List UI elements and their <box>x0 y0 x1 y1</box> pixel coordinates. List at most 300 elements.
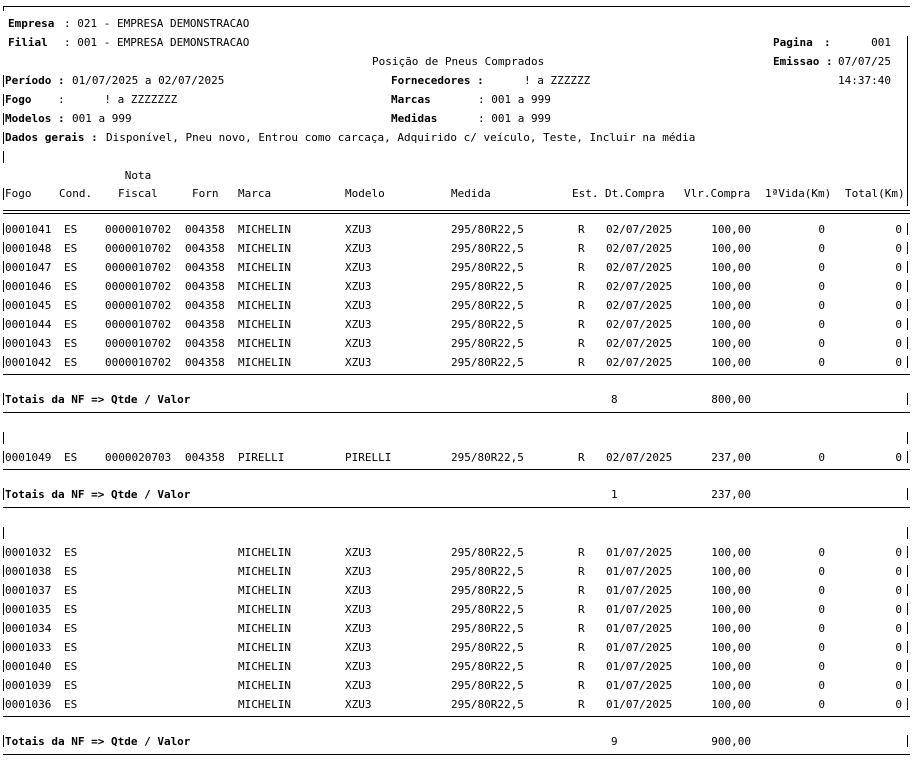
right-border <box>907 735 908 747</box>
cell-fogo: 0001041 <box>5 223 52 236</box>
cell-cond: ES <box>64 242 78 255</box>
right-border <box>907 356 908 368</box>
col-vida: 1ªVida(Km) <box>765 187 832 200</box>
cell-forn: 004358 <box>185 223 225 236</box>
cell-marca: MICHELIN <box>238 603 291 616</box>
right-border <box>907 546 908 558</box>
cell-modelo: XZU3 <box>345 622 372 635</box>
cell-total: 0 <box>895 622 902 635</box>
dados-gerais-label: Dados gerais : <box>5 131 98 144</box>
right-border <box>907 641 908 653</box>
cell-forn: 004358 <box>185 261 225 274</box>
filial-label: Filial <box>8 36 48 49</box>
right-border <box>907 622 908 634</box>
cell-est: R <box>578 679 585 692</box>
cell-nota: 0000010702 <box>105 242 172 255</box>
cell-vlr: 100,00 <box>711 299 751 312</box>
totals-valor: 800,00 <box>711 393 751 406</box>
totals-qtde: 8 <box>611 393 618 406</box>
cell-vlr: 100,00 <box>711 660 751 673</box>
cell-medida: 295/80R22,5 <box>451 546 524 559</box>
cell-medida: 295/80R22,5 <box>451 584 524 597</box>
marcas-label: Marcas <box>391 93 431 106</box>
totals-label: Totais da NF => Qtde / Valor <box>5 393 191 406</box>
col-medida: Medida <box>451 187 491 200</box>
cell-cond: ES <box>64 261 78 274</box>
cell-est: R <box>578 280 585 293</box>
cell-est: R <box>578 622 585 635</box>
right-border <box>907 36 908 206</box>
filial-value: : 001 - EMPRESA DEMONSTRACAO <box>64 36 250 49</box>
cell-cond: ES <box>64 698 78 711</box>
periodo-label: Período : <box>5 74 65 87</box>
col-fiscal: Fiscal <box>118 187 158 200</box>
right-border <box>907 337 908 349</box>
cell-forn: 004358 <box>185 337 225 350</box>
cell-est: R <box>578 451 585 464</box>
cell-vlr: 100,00 <box>711 280 751 293</box>
cell-dt: 01/07/2025 <box>606 679 673 692</box>
cell-vida: 0 <box>818 546 825 559</box>
cell-vida: 0 <box>818 698 825 711</box>
left-border <box>3 735 4 747</box>
cell-forn: 004358 <box>185 242 225 255</box>
cell-est: R <box>578 223 585 236</box>
cell-medida: 295/80R22,5 <box>451 641 524 654</box>
right-border <box>907 679 908 691</box>
cell-marca: MICHELIN <box>238 698 291 711</box>
cell-nota: 0000010702 <box>105 299 172 312</box>
cell-total: 0 <box>895 603 902 616</box>
cell-medida: 295/80R22,5 <box>451 660 524 673</box>
cell-nota: 0000010702 <box>105 280 172 293</box>
left-border <box>3 261 4 273</box>
totals-valor: 900,00 <box>711 735 751 748</box>
cell-modelo: XZU3 <box>345 546 372 559</box>
cell-medida: 295/80R22,5 <box>451 261 524 274</box>
totals-label: Totais da NF => Qtde / Valor <box>5 735 191 748</box>
cell-dt: 01/07/2025 <box>606 603 673 616</box>
cell-est: R <box>578 356 585 369</box>
group-end-divider <box>3 507 910 508</box>
cell-dt: 02/07/2025 <box>606 280 673 293</box>
cell-modelo: PIRELLI <box>345 451 392 464</box>
cell-dt: 02/07/2025 <box>606 261 673 274</box>
cell-cond: ES <box>64 584 78 597</box>
cell-est: R <box>578 641 585 654</box>
cell-est: R <box>578 603 585 616</box>
cell-dt: 02/07/2025 <box>606 451 673 464</box>
cell-vida: 0 <box>818 622 825 635</box>
left-border <box>3 527 4 539</box>
cell-forn: 004358 <box>185 299 225 312</box>
cell-vlr: 100,00 <box>711 356 751 369</box>
header-divider <box>3 210 910 211</box>
left-border <box>3 318 4 330</box>
cell-marca: MICHELIN <box>238 641 291 654</box>
cell-modelo: XZU3 <box>345 584 372 597</box>
totals-divider <box>3 716 910 717</box>
cell-fogo: 0001044 <box>5 318 52 331</box>
cell-cond: ES <box>64 565 78 578</box>
left-border <box>3 432 4 444</box>
col-total: Total(Km) <box>845 187 905 200</box>
cell-total: 0 <box>895 318 902 331</box>
cell-dt: 02/07/2025 <box>606 318 673 331</box>
cell-est: R <box>578 584 585 597</box>
cell-total: 0 <box>895 242 902 255</box>
marcas-value: : 001 a 999 <box>478 93 551 106</box>
cell-nota: 0000020703 <box>105 451 172 464</box>
cell-dt: 01/07/2025 <box>606 641 673 654</box>
cell-nota: 0000010702 <box>105 337 172 350</box>
cell-vlr: 100,00 <box>711 603 751 616</box>
cell-vida: 0 <box>818 603 825 616</box>
cell-marca: MICHELIN <box>238 280 291 293</box>
cell-total: 0 <box>895 698 902 711</box>
modelos-value: 001 a 999 <box>72 112 132 125</box>
col-cond: Cond. <box>59 187 93 200</box>
emissao-date: 07/07/25 <box>838 55 891 68</box>
group-end-divider <box>3 412 910 413</box>
cell-total: 0 <box>895 280 902 293</box>
cell-fogo: 0001032 <box>5 546 52 559</box>
right-border <box>907 280 908 292</box>
cell-dt: 01/07/2025 <box>606 546 673 559</box>
left-border <box>3 393 4 405</box>
cell-marca: MICHELIN <box>238 622 291 635</box>
left-border <box>3 6 4 11</box>
right-border <box>907 451 908 463</box>
top-border <box>3 6 910 7</box>
cell-modelo: XZU3 <box>345 280 372 293</box>
cell-modelo: XZU3 <box>345 318 372 331</box>
cell-cond: ES <box>64 546 78 559</box>
right-border <box>907 565 908 577</box>
cell-dt: 01/07/2025 <box>606 584 673 597</box>
modelos-label: Modelos : <box>5 112 65 125</box>
cell-cond: ES <box>64 603 78 616</box>
cell-forn: 004358 <box>185 280 225 293</box>
cell-est: R <box>578 318 585 331</box>
left-border <box>3 299 4 311</box>
cell-modelo: XZU3 <box>345 299 372 312</box>
cell-total: 0 <box>895 451 902 464</box>
left-border <box>3 132 4 144</box>
left-border <box>3 280 4 292</box>
cell-vlr: 100,00 <box>711 698 751 711</box>
pagina-separator: : <box>824 36 831 49</box>
fornecedores-label: Fornecedores : <box>391 74 484 87</box>
cell-marca: MICHELIN <box>238 299 291 312</box>
emissao-time: 14:37:40 <box>838 74 891 87</box>
cell-modelo: XZU3 <box>345 337 372 350</box>
right-border <box>907 660 908 672</box>
cell-nota: 0000010702 <box>105 356 172 369</box>
cell-dt: 02/07/2025 <box>606 356 673 369</box>
cell-medida: 295/80R22,5 <box>451 679 524 692</box>
cell-total: 0 <box>895 337 902 350</box>
cell-dt: 01/07/2025 <box>606 660 673 673</box>
cell-cond: ES <box>64 356 78 369</box>
left-border <box>3 356 4 368</box>
left-border <box>3 451 4 463</box>
cell-total: 0 <box>895 641 902 654</box>
cell-marca: MICHELIN <box>238 356 291 369</box>
cell-marca: MICHELIN <box>238 242 291 255</box>
right-border <box>907 527 908 539</box>
cell-cond: ES <box>64 337 78 350</box>
cell-nota: 0000010702 <box>105 261 172 274</box>
cell-modelo: XZU3 <box>345 242 372 255</box>
cell-vlr: 100,00 <box>711 337 751 350</box>
cell-est: R <box>578 660 585 673</box>
cell-fogo: 0001037 <box>5 584 52 597</box>
cell-est: R <box>578 565 585 578</box>
cell-cond: ES <box>64 641 78 654</box>
cell-vlr: 100,00 <box>711 242 751 255</box>
right-border <box>907 261 908 273</box>
cell-forn: 004358 <box>185 356 225 369</box>
left-border <box>3 488 4 500</box>
cell-total: 0 <box>895 565 902 578</box>
right-border <box>907 698 908 710</box>
cell-marca: MICHELIN <box>238 584 291 597</box>
cell-dt: 02/07/2025 <box>606 223 673 236</box>
col-marca: Marca <box>238 187 272 200</box>
report-title: Posição de Pneus Comprados <box>372 55 545 68</box>
cell-vlr: 100,00 <box>711 622 751 635</box>
cell-modelo: XZU3 <box>345 356 372 369</box>
cell-est: R <box>578 546 585 559</box>
empresa-value: : 021 - EMPRESA DEMONSTRACAO <box>64 17 250 30</box>
cell-total: 0 <box>895 584 902 597</box>
cell-vida: 0 <box>818 280 825 293</box>
cell-fogo: 0001043 <box>5 337 52 350</box>
cell-vlr: 237,00 <box>711 451 751 464</box>
left-border <box>3 151 4 163</box>
left-border <box>3 337 4 349</box>
col-dt-compra: Dt.Compra <box>605 187 665 200</box>
cell-marca: MICHELIN <box>238 261 291 274</box>
cell-total: 0 <box>895 660 902 673</box>
cell-vida: 0 <box>818 565 825 578</box>
cell-fogo: 0001048 <box>5 242 52 255</box>
cell-medida: 295/80R22,5 <box>451 451 524 464</box>
cell-total: 0 <box>895 223 902 236</box>
cell-medida: 295/80R22,5 <box>451 299 524 312</box>
cell-modelo: XZU3 <box>345 660 372 673</box>
left-border <box>3 546 4 558</box>
cell-vida: 0 <box>818 660 825 673</box>
cell-fogo: 0001045 <box>5 299 52 312</box>
cell-est: R <box>578 261 585 274</box>
col-fogo: Fogo <box>5 187 32 200</box>
cell-vida: 0 <box>818 337 825 350</box>
cell-fogo: 0001040 <box>5 660 52 673</box>
cell-dt: 01/07/2025 <box>606 698 673 711</box>
fornecedores-value: ! a ZZZZZZ <box>524 74 591 87</box>
cell-cond: ES <box>64 280 78 293</box>
cell-vida: 0 <box>818 261 825 274</box>
left-border <box>3 565 4 577</box>
cell-marca: MICHELIN <box>238 318 291 331</box>
left-border <box>3 584 4 596</box>
cell-vlr: 100,00 <box>711 641 751 654</box>
cell-dt: 01/07/2025 <box>606 622 673 635</box>
right-border <box>907 603 908 615</box>
cell-forn: 004358 <box>185 318 225 331</box>
cell-dt: 02/07/2025 <box>606 299 673 312</box>
cell-medida: 295/80R22,5 <box>451 565 524 578</box>
emissao-label: Emissao : <box>773 55 833 68</box>
cell-vlr: 100,00 <box>711 261 751 274</box>
cell-modelo: XZU3 <box>345 679 372 692</box>
cell-modelo: XZU3 <box>345 603 372 616</box>
cell-vida: 0 <box>818 242 825 255</box>
right-border <box>907 299 908 311</box>
cell-vida: 0 <box>818 679 825 692</box>
cell-vida: 0 <box>818 318 825 331</box>
pagina-label: Pagina <box>773 36 813 49</box>
cell-vlr: 100,00 <box>711 546 751 559</box>
fogo-filter-label: Fogo <box>5 93 32 106</box>
cell-vlr: 100,00 <box>711 584 751 597</box>
right-border <box>907 584 908 596</box>
cell-medida: 295/80R22,5 <box>451 280 524 293</box>
col-forn: Forn <box>192 187 219 200</box>
totals-divider <box>3 374 910 375</box>
cell-fogo: 0001033 <box>5 641 52 654</box>
right-border <box>907 242 908 254</box>
cell-cond: ES <box>64 622 78 635</box>
cell-vlr: 100,00 <box>711 318 751 331</box>
cell-marca: PIRELLI <box>238 451 285 464</box>
cell-medida: 295/80R22,5 <box>451 698 524 711</box>
totals-label: Totais da NF => Qtde / Valor <box>5 488 191 501</box>
cell-fogo: 0001039 <box>5 679 52 692</box>
dados-gerais-value: Disponível, Pneu novo, Entrou como carcaça, Adquirido c/ veículo, Teste, Incluir na média <box>106 131 696 144</box>
cell-est: R <box>578 698 585 711</box>
cell-marca: MICHELIN <box>238 565 291 578</box>
cell-total: 0 <box>895 679 902 692</box>
cell-marca: MICHELIN <box>238 679 291 692</box>
cell-modelo: XZU3 <box>345 261 372 274</box>
totals-qtde: 1 <box>611 488 618 501</box>
cell-marca: MICHELIN <box>238 223 291 236</box>
cell-fogo: 0001047 <box>5 261 52 274</box>
right-border <box>907 488 908 500</box>
cell-est: R <box>578 337 585 350</box>
cell-nota: 0000010702 <box>105 318 172 331</box>
cell-medida: 295/80R22,5 <box>451 603 524 616</box>
cell-est: R <box>578 242 585 255</box>
cell-cond: ES <box>64 318 78 331</box>
cell-total: 0 <box>895 261 902 274</box>
cell-cond: ES <box>64 451 78 464</box>
cell-marca: MICHELIN <box>238 337 291 350</box>
cell-medida: 295/80R22,5 <box>451 223 524 236</box>
left-border <box>3 223 4 235</box>
page-number: 001 <box>871 36 891 49</box>
cell-medida: 295/80R22,5 <box>451 242 524 255</box>
cell-fogo: 0001038 <box>5 565 52 578</box>
cell-nota: 0000010702 <box>105 223 172 236</box>
cell-fogo: 0001036 <box>5 698 52 711</box>
cell-vida: 0 <box>818 584 825 597</box>
col-vlr-compra: Vlr.Compra <box>684 187 751 200</box>
cell-vida: 0 <box>818 299 825 312</box>
cell-fogo: 0001049 <box>5 451 52 464</box>
cell-cond: ES <box>64 660 78 673</box>
totals-valor: 237,00 <box>711 488 751 501</box>
left-border <box>3 622 4 634</box>
cell-modelo: XZU3 <box>345 223 372 236</box>
right-border <box>907 223 908 235</box>
cell-total: 0 <box>895 546 902 559</box>
cell-vida: 0 <box>818 223 825 236</box>
col-nota-top: Nota <box>124 169 152 182</box>
totals-qtde: 9 <box>611 735 618 748</box>
cell-forn: 004358 <box>185 451 225 464</box>
left-border <box>3 113 4 125</box>
left-border <box>3 94 4 106</box>
fogo-filter-value: : ! a ZZZZZZZ <box>58 93 178 106</box>
left-border <box>3 641 4 653</box>
empresa-label: Empresa <box>8 17 55 30</box>
medidas-value: : 001 a 999 <box>478 112 551 125</box>
cell-cond: ES <box>64 223 78 236</box>
left-border <box>3 660 4 672</box>
left-border <box>3 679 4 691</box>
col-modelo: Modelo <box>345 187 385 200</box>
left-border <box>3 188 4 200</box>
cell-vida: 0 <box>818 356 825 369</box>
cell-cond: ES <box>64 679 78 692</box>
left-border <box>3 698 4 710</box>
periodo-value: 01/07/2025 a 02/07/2025 <box>72 74 225 87</box>
medidas-label: Medidas <box>391 112 438 125</box>
left-border <box>3 603 4 615</box>
header-divider <box>3 213 910 214</box>
cell-fogo: 0001042 <box>5 356 52 369</box>
cell-vlr: 100,00 <box>711 679 751 692</box>
cell-vlr: 100,00 <box>711 223 751 236</box>
cell-modelo: XZU3 <box>345 565 372 578</box>
col-est: Est. <box>572 187 599 200</box>
cell-modelo: XZU3 <box>345 641 372 654</box>
totals-divider <box>3 469 910 470</box>
cell-vlr: 100,00 <box>711 565 751 578</box>
cell-medida: 295/80R22,5 <box>451 318 524 331</box>
cell-medida: 295/80R22,5 <box>451 622 524 635</box>
cell-fogo: 0001046 <box>5 280 52 293</box>
cell-marca: MICHELIN <box>238 546 291 559</box>
left-border <box>3 242 4 254</box>
cell-dt: 02/07/2025 <box>606 242 673 255</box>
cell-dt: 01/07/2025 <box>606 565 673 578</box>
cell-total: 0 <box>895 299 902 312</box>
cell-modelo: XZU3 <box>345 698 372 711</box>
cell-fogo: 0001034 <box>5 622 52 635</box>
cell-est: R <box>578 299 585 312</box>
cell-medida: 295/80R22,5 <box>451 337 524 350</box>
left-border <box>3 75 4 87</box>
cell-fogo: 0001035 <box>5 603 52 616</box>
cell-medida: 295/80R22,5 <box>451 356 524 369</box>
cell-vida: 0 <box>818 641 825 654</box>
right-border <box>907 393 908 405</box>
